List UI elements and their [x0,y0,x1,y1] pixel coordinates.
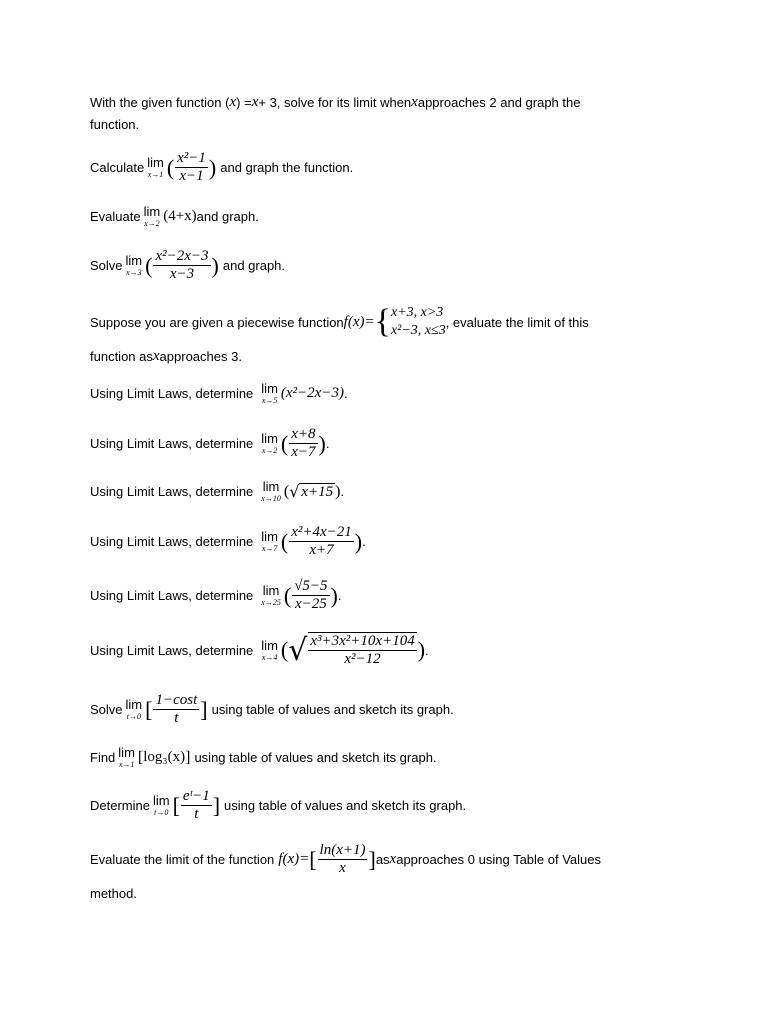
limit-operator: lim x→3 [125,253,143,277]
problem-9: Using Limit Laws, determine lim x→7 ( $\frac{\text{x²+4x−21}}{x+7}$ ) . [90,524,366,558]
problem-text: using table of values and sketch its graph. [224,798,467,813]
limit-operator: lim x→25 [261,583,281,607]
problem-7: Using Limit Laws, determine lim x→2 ( $\frac{x+8}{x-7}$ ) . [90,426,330,460]
limit-operator: lim x→10 [261,479,281,503]
problem-text: Determine [90,798,150,813]
piecewise-cases: x+3, x>3 x²−3, x≤3 [390,305,446,338]
fraction: $\frac{\ln(x+1)}{x}$ [319,842,366,876]
limit-operator: lim x→4 [261,637,278,662]
problem-text: With the given function ( [90,95,230,110]
problem-text: + 3, solve for its limit when [258,95,412,110]
fraction: $\frac{\text{x³+3x²+10x+104}}{\text{x²−12}}$ [310,633,415,667]
problem-5 [90,304,589,340]
fraction: $\frac{x+8}{x-7}$ [291,426,316,460]
problem-text: Evaluate the limit of the function [90,852,275,867]
limit-operator: lim x→7 [261,529,278,553]
problem-11: Using Limit Laws, determine lim x→4 ( √ $\frac{\text{x³+3x²+10x+104}}{\text{x²−12}}$ ) . [90,632,429,668]
fraction: $\frac{\text{eᵗ−1}}{t}$ [182,788,210,822]
fraction: $\frac{\text{x²−2x−3}}{x-3}$ [155,248,209,282]
limit-operator: lim t→0 [125,697,143,721]
problem-text: ) = [236,95,252,110]
problem-text: Using Limit Laws, determine [90,588,254,603]
problem-text: Using Limit Laws, determine [90,484,254,499]
math-expression: (x²−2x−3) [280,385,344,401]
problem-text: function as [90,349,153,364]
piecewise-brace: { [374,303,391,340]
problem-text: Solve [90,258,123,273]
fraction: $\frac{\text{x²+4x−21}}{x+7}$ [291,524,352,558]
problem-4: Solve lim x→3 ( $\frac{\text{x²−2x−3}}{x-3}$ ) and graph. [90,248,286,282]
fraction: $\frac{\text{x²−1}}{x-1}$ [177,150,206,184]
sqrt-icon: √ [288,632,308,668]
problem-text: approaches 3. [159,349,242,364]
problem-14: Determine lim t→0 [ $\frac{\text{eᵗ−1}}{t}$ ] using table of values and sketch its graph. [90,788,467,822]
problem-2: Calculate lim x→1 ( $\frac{\text{x²−1}}{x-1}$ ) and graph the function. [90,150,354,184]
limit-operator: lim x→1 [118,745,135,769]
fraction: $\frac{√5-5}{x-25}$ [294,578,328,612]
limit-operator: lim t→0 [152,793,170,817]
math-var: x [411,94,418,110]
problem-text: function. [90,117,140,132]
problem-text: Using Limit Laws, determine [90,436,254,451]
problem-text: , evaluate the limit of this [445,314,589,330]
math-var: x [389,851,397,867]
math-var: x [251,94,259,110]
math-expression: (4+x) [163,208,197,224]
problem-text: Solve [90,702,123,717]
problem-text: Using Limit Laws, determine [90,642,254,658]
problem-3 [90,205,259,228]
fraction: $\frac{1-\cos t}{t}$ [155,692,198,726]
problem-6: Using Limit Laws, determine lim x→5 (x²−2x−3) . [90,381,348,405]
problem-text: and graph. [196,209,259,224]
math-function: f(x)= [278,851,310,867]
math-function: f(x)= [343,313,375,330]
problem-text: Suppose you are given a piecewise function [90,314,344,330]
problem-text: Calculate [90,160,145,175]
problem-13: Find lim x→1 [ log₃(x) ] using table of values and sketch its graph. [90,745,437,769]
problem-text: Find [90,750,116,765]
problem-8: Using Limit Laws, determine lim x→10 ( √ x+15 ) . [90,479,345,503]
problem-text: as [375,852,390,867]
sqrt-icon: √ [289,482,300,501]
problem-15: Evaluate the limit of the function f(x)= [ $\frac{\ln(x+1)}{x}$ ] as x approaches 0 using Table of Values [90,842,601,876]
problem-text: approaches 0 using Table of Values [396,852,601,867]
limit-operator: lim x→1 [147,155,164,179]
problem-5-line2 [90,348,242,365]
problem-text: Using Limit Laws, determine [90,386,254,401]
problem-text: and graph the function. [220,160,354,175]
limit-operator: lim x→5 [261,381,278,405]
problem-text: using table of values and sketch its graph. [211,702,454,717]
problem-text: method. [90,886,137,901]
radicand: x+15 [301,483,334,500]
problem-text: using table of values and sketch its graph. [194,750,437,765]
problem-text: and graph. [222,258,286,273]
problem-text: Evaluate [90,209,141,224]
limit-operator: lim x→2 [143,204,161,228]
problem-text: Using Limit Laws, determine [90,534,254,549]
problem-10: Using Limit Laws, determine lim x→25 ( $\frac{√5-5}{x-25}$ ) . [90,578,342,612]
problem-12: Solve lim t→0 [ $\frac{1-\cos t}{t}$ ] using table of values and sketch its graph. [90,692,454,726]
limit-operator: lim x→2 [261,431,278,455]
math-var: x [152,348,160,364]
problem-15-line2 [90,886,137,901]
math-var: x [229,94,237,110]
problem-text: approaches 2 and graph the [417,95,581,110]
problem-1 [90,94,580,111]
problem-1-line2 [90,117,139,132]
math-expression: log₃(x) [143,749,186,765]
